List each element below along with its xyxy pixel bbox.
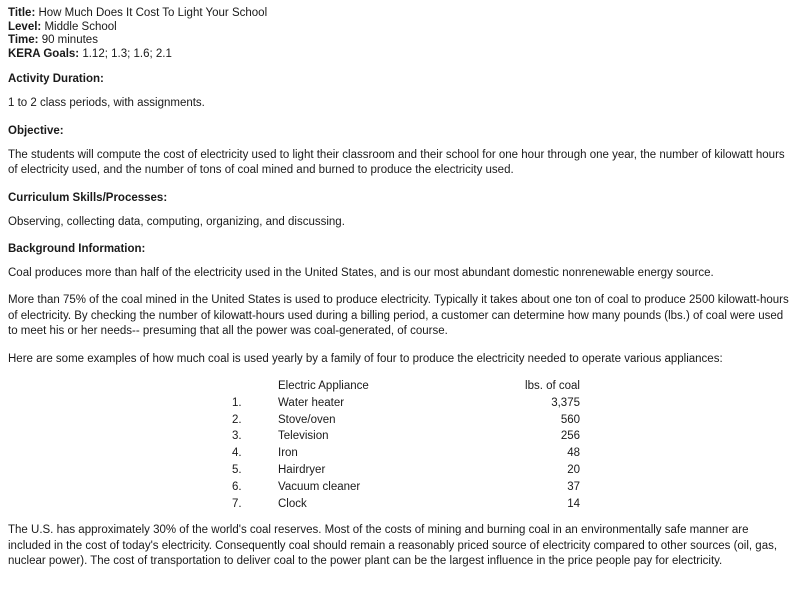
table-row — [232, 428, 580, 445]
cell-row-number: 3. — [232, 430, 242, 443]
table-row — [232, 395, 580, 412]
text-background-paragraph-2: More than 75% of the coal mined in the United States is used to produce electricity. Typically it takes about one ton of coal to produce 2500 kilowatt-hours of electricity. By checking the number of kilowatt-hours used during a billing period, a customer can determine how many pounds (lbs.) of coal were used to meet his or her needs-- presuming that all the power was coal-generated, of course. — [8, 294, 789, 338]
metadata-line-kera-goals — [8, 48, 790, 62]
table-body — [232, 395, 580, 513]
text-objective: The students will compute the cost of electricity used to light their classroom and their school for one hour through one year, the number of kilowatt hours of electricity used, and the number of tons of coal mined and burned to produce the electricity used. — [8, 148, 785, 177]
text-curriculum-skills: Observing, collecting data, computing, organizing, and discussing. — [8, 215, 345, 228]
cell-appliance-name: Water heater — [278, 396, 345, 409]
table-header-row — [232, 378, 580, 395]
cell-coal-pounds: 14 — [567, 497, 580, 510]
cell-coal-pounds: 37 — [567, 480, 580, 493]
table-row — [232, 462, 580, 479]
table-row — [232, 412, 580, 429]
metadata-value-title: How Much Does It Cost To Light Your School — [38, 7, 268, 19]
appliance-coal-table-container — [8, 378, 790, 512]
metadata-value-level: Middle School — [44, 20, 117, 33]
cell-coal-pounds: 3,375 — [551, 396, 580, 409]
cell-row-number: 6. — [232, 480, 242, 493]
metadata-label-level: Level — [8, 20, 38, 33]
metadata-separator-title: : — [31, 7, 36, 19]
metadata-separator-level: : — [37, 20, 42, 33]
cell-coal-pounds: 20 — [567, 464, 580, 477]
table-row — [232, 445, 580, 462]
cell-row-number: 7. — [232, 497, 242, 510]
text-closing-paragraph: The U.S. has approximately 30% of the world's coal reserves. Most of the costs of mining and burning coal in an environmentally safe manner are included in the cost of today's electricity. Consequently coal should remain a reasonably priced source of electricity compared to other sources (oil, gas, nuclear power). The cost of transportation to deliver coal to the power plant can be the largest influence in the price people pay for electricity. — [8, 524, 778, 568]
heading-activity-duration: Activity Duration: — [8, 73, 104, 86]
metadata-label-kera-goals: KERA Goals: — [8, 47, 80, 60]
document-metadata-block — [8, 7, 790, 61]
text-background-paragraph-1: Coal produces more than half of the electricity used in the United States, and is our most abundant domestic nonrenewable energy source. — [8, 267, 714, 279]
cell-coal-pounds: 256 — [560, 430, 580, 443]
cell-row-number: 1. — [232, 396, 242, 409]
table-header — [232, 378, 580, 395]
column-header-coal: lbs. of coal — [525, 380, 580, 393]
heading-curriculum-skills: Curriculum Skills/Processes: — [8, 191, 168, 204]
cell-coal-pounds: 48 — [567, 447, 580, 460]
heading-objective: Objective: — [8, 124, 64, 137]
cell-row-number: 5. — [232, 464, 242, 477]
metadata-label-title: Title — [8, 7, 32, 19]
cell-coal-pounds: 560 — [560, 413, 580, 426]
column-header-number — [232, 378, 278, 395]
cell-appliance-name: Stove/oven — [278, 413, 336, 426]
column-header-appliance: Electric Appliance — [278, 380, 369, 393]
cell-appliance-name: Vacuum cleaner — [278, 480, 361, 493]
cell-appliance-name: Iron — [278, 447, 298, 460]
cell-row-number: 4. — [232, 447, 242, 460]
cell-appliance-name: Television — [278, 430, 329, 443]
metadata-line-title — [8, 7, 790, 21]
metadata-separator-time: : — [34, 34, 39, 47]
metadata-line-time — [8, 34, 790, 48]
metadata-value-time: 90 minutes — [41, 34, 98, 47]
text-activity-duration: 1 to 2 class periods, with assignments. — [8, 97, 205, 110]
cell-row-number: 2. — [232, 413, 242, 426]
table-row — [232, 479, 580, 496]
cell-appliance-name: Clock — [278, 497, 307, 510]
cell-appliance-name: Hairdryer — [278, 464, 326, 477]
metadata-label-time: Time — [8, 34, 35, 47]
metadata-line-level — [8, 21, 790, 35]
appliance-coal-table — [232, 378, 580, 512]
text-table-introduction: Here are some examples of how much coal is used yearly by a family of four to produce the electricity needed to operate various appliances: — [8, 352, 723, 365]
table-row — [232, 496, 580, 513]
heading-background-information: Background Information: — [8, 243, 146, 255]
metadata-value-kera-goals: 1.12; 1.3; 1.6; 2.1 — [82, 47, 172, 60]
